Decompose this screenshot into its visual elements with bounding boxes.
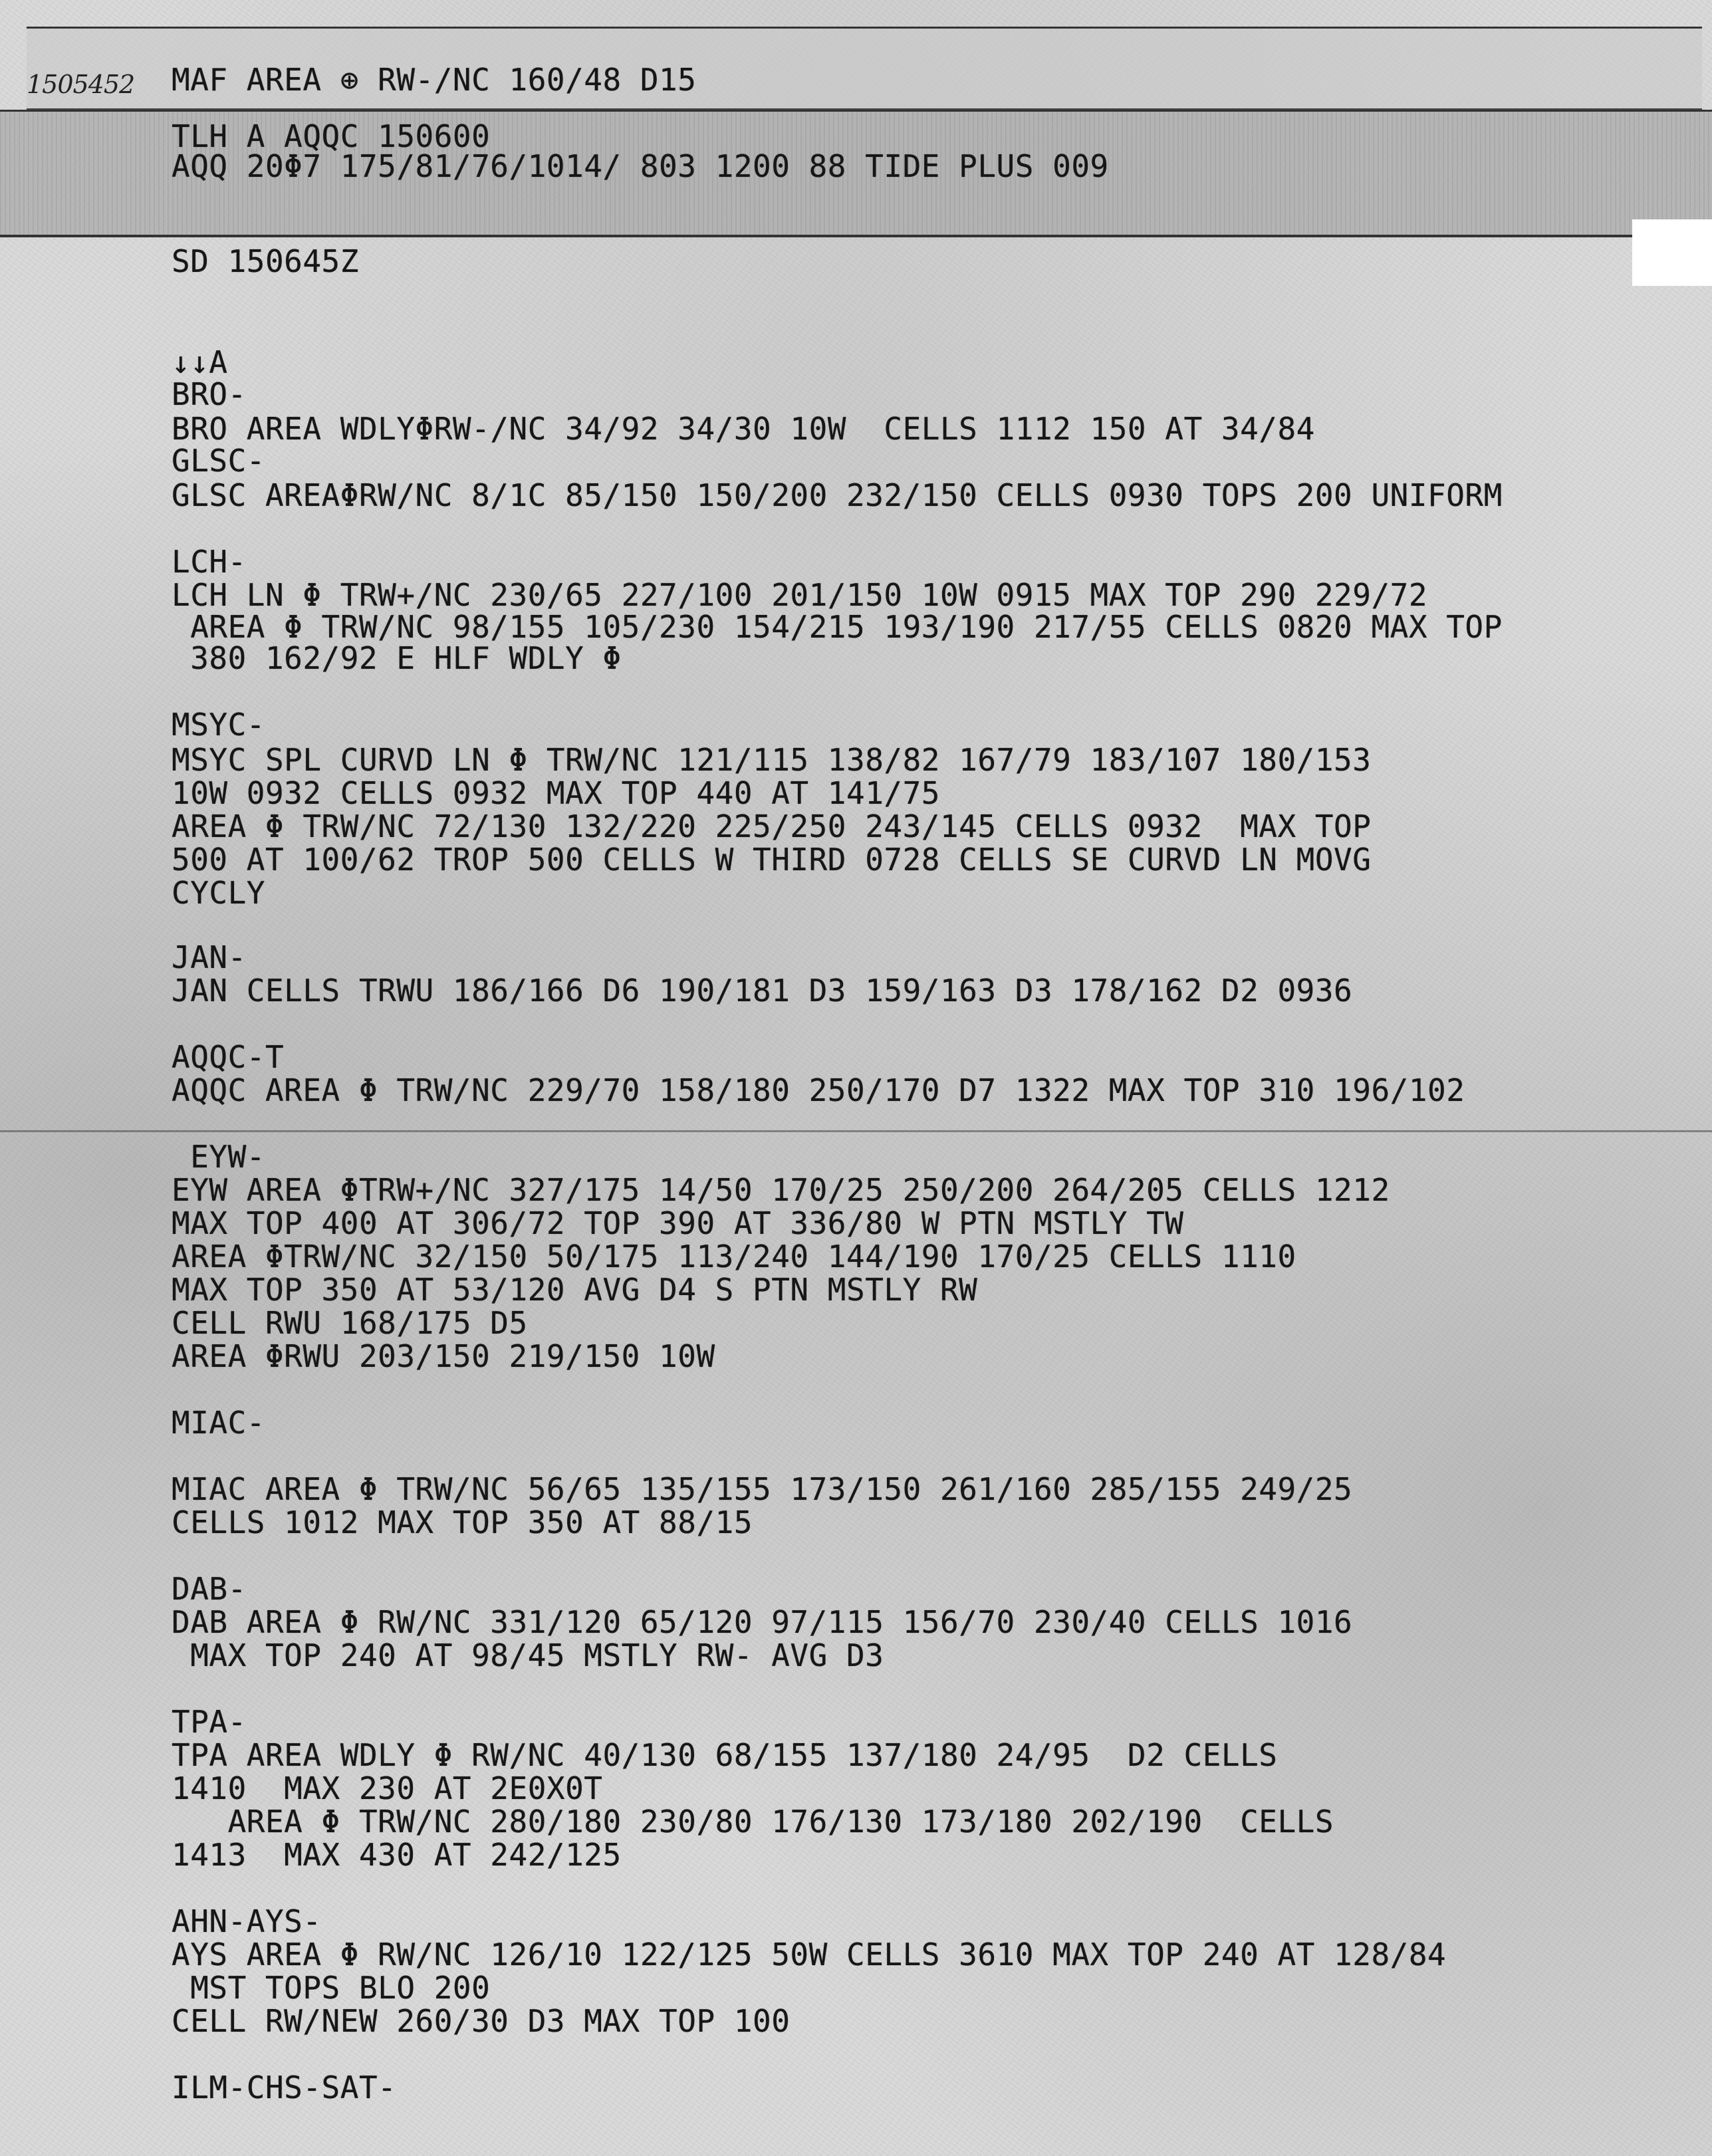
text-line: TPA AREA WDLY Φ RW/NC 40/130 68/155 137/180 24/95 D2 CELLS <box>172 1737 1278 1773</box>
torn-corner <box>1632 219 1712 286</box>
text-line: MSYC SPL CURVD LN Φ TRW/NC 121/115 138/82 167/79 183/107 180/153 <box>172 742 1372 778</box>
text-line: ILM-CHS-SAT- <box>172 2070 397 2105</box>
fold-line <box>0 1130 1712 1132</box>
text-line: AQQC-T <box>172 1039 285 1075</box>
text-line: CELLS 1012 MAX TOP 350 AT 88/15 <box>172 1504 753 1540</box>
text-line: ↓↓A <box>172 344 228 380</box>
text-line: MAX TOP 350 AT 53/120 AVG D4 S PTN MSTLY RW <box>172 1272 978 1308</box>
text-line: MIAC AREA Φ TRW/NC 56/65 135/155 173/150 261/160 285/155 249/25 <box>172 1471 1353 1507</box>
text-line: AREA ΦRWU 203/150 219/150 10W <box>172 1338 715 1374</box>
text-line: TLH A AQQC 150600 <box>172 118 491 154</box>
text-line: 500 AT 100/62 TROP 500 CELLS W THIRD 0728 CELLS SE CURVD LN MOVG <box>172 842 1372 878</box>
text-line: MST TOPS BLO 200 <box>172 1970 491 2006</box>
text-line: DAB AREA Φ RW/NC 331/120 65/120 97/115 156/70 230/40 CELLS 1016 <box>172 1604 1353 1640</box>
text-line: GLSC AREAΦRW/NC 8/1C 85/150 150/200 232/150 CELLS 0930 TOPS 200 UNIFORM <box>172 477 1503 513</box>
text-line: MIAC- <box>172 1405 265 1441</box>
text-line: MAX TOP 240 AT 98/45 MSTLY RW- AVG D3 <box>172 1637 884 1673</box>
text-line: CELL RWU 168/175 D5 <box>172 1305 528 1341</box>
text-line: LCH- <box>172 544 247 580</box>
text-line: AREA ΦTRW/NC 32/150 50/175 113/240 144/190 170/25 CELLS 1110 <box>172 1239 1296 1274</box>
text-line: MAF AREA ⊕ RW-/NC 160/48 D15 <box>172 62 697 98</box>
text-line: AREA Φ TRW/NC 280/180 230/80 176/130 173/180 202/190 CELLS <box>172 1804 1334 1840</box>
text-line: CELL RW/NEW 260/30 D3 MAX TOP 100 <box>172 2003 791 2039</box>
text-line: SD 150645Z <box>172 243 359 279</box>
text-line: 10W 0932 CELLS 0932 MAX TOP 440 AT 141/75 <box>172 775 940 811</box>
text-line: MAX TOP 400 AT 306/72 TOP 390 AT 336/80 W PTN MSTLY TW <box>172 1205 1184 1241</box>
text-line: MSYC- <box>172 707 265 743</box>
text-line: JAN CELLS TRWU 186/166 D6 190/181 D3 159/163 D3 178/162 D2 0936 <box>172 973 1353 1009</box>
text-line: BRO- <box>172 376 247 412</box>
text-line: AQQC AREA Φ TRW/NC 229/70 158/180 250/170 D7 1322 MAX TOP 310 196/102 <box>172 1072 1465 1108</box>
text-line: BRO AREA WDLYΦRW-/NC 34/92 34/30 10W CELLS 1112 150 AT 34/84 <box>172 411 1315 447</box>
text-line: EYW- <box>172 1139 265 1175</box>
text-line: CYCLY <box>172 875 265 911</box>
text-line: AQQ 20Φ7 175/81/76/1014/ 803 1200 88 TIDE PLUS 009 <box>172 148 1109 184</box>
text-line: JAN- <box>172 939 247 975</box>
text-line: AREA Φ TRW/NC 72/130 132/220 225/250 243/145 CELLS 0932 MAX TOP <box>172 808 1372 844</box>
text-line: DAB- <box>172 1571 247 1607</box>
text-line: EYW AREA ΦTRW+/NC 327/175 14/50 170/25 250/200 264/205 CELLS 1212 <box>172 1172 1390 1208</box>
text-line: LCH LN Φ TRW+/NC 230/65 227/100 201/150 10W 0915 MAX TOP 290 229/72 <box>172 577 1428 613</box>
text-line: 380 162/92 E HLF WDLY Φ <box>172 640 622 676</box>
text-line: GLSC- <box>172 443 265 479</box>
text-line: AYS AREA Φ RW/NC 126/10 122/125 50W CELLS 3610 MAX TOP 240 AT 128/84 <box>172 1937 1447 1973</box>
text-line: 1413 MAX 430 AT 242/125 <box>172 1837 622 1873</box>
text-line: AHN-AYS- <box>172 1903 322 1939</box>
text-line: AREA Φ TRW/NC 98/155 105/230 154/215 193/190 217/55 CELLS 0820 MAX TOP <box>172 609 1503 645</box>
handwritten-note: 1505452 <box>27 70 135 99</box>
text-line: TPA- <box>172 1704 247 1740</box>
text-line: 1410 MAX 230 AT 2E0X0T <box>172 1770 603 1806</box>
